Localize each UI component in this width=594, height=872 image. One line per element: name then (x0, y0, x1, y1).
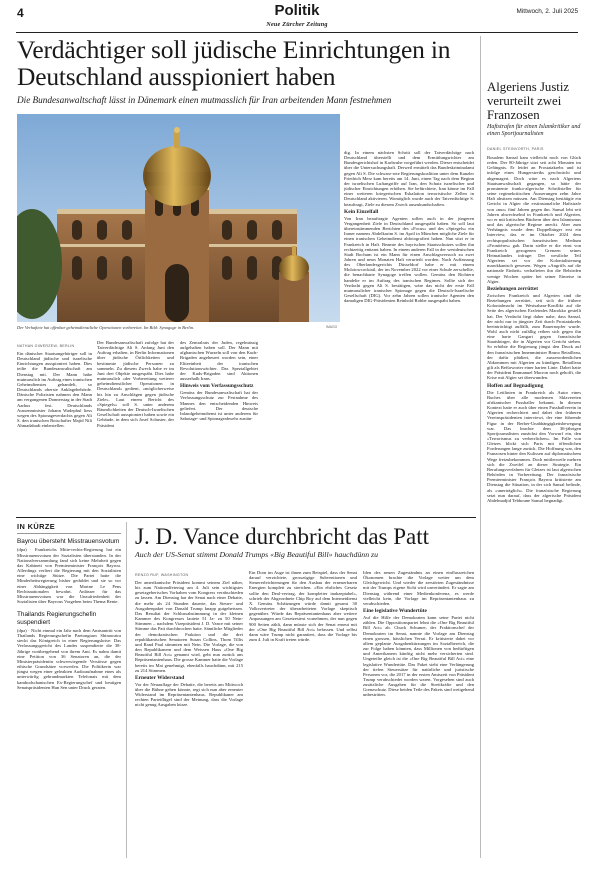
second-paragraph-3: Ein Dorn im Auge ist ihnen zum Beispiel, dass der Senat darauf verzichtete, grosszügige Subventionen und Steuererleichterungen für den Ausbau der erneuerbaren Energien komplett zu streichen. «Ein ehrliches Gesetz sollte den Deal-vertrag, der kompletter inakzeptabel», schrieb der Abgeordnete Chip Roy auf dem Internetdienst X. Gemäss Schätzungen würde damit gesamt 30 Volksvertreter der überarbeiteten Vorlage skeptisch gegenüber. Würde das Repräsentantenhaus aber weitere Anpassungen am Gesetzestext vornehmen, der nun gegen 900 Seiten zählt, dann müsste sich der Senat erneut mit der «One Big Beautiful Bill Act» befassen. Und selbst dann wäre Trump nicht garantiert, dass die Vorlage bis zum 4. Juli in Kraft treten würde. (249, 570, 357, 643)
lead-column-2 (97, 340, 174, 511)
lower-section-rule (16, 517, 476, 518)
briefs-rule (17, 533, 121, 534)
lead-subheading-1: Hinweis vom Verfassungsschutz (180, 383, 254, 390)
second-column-3 (363, 570, 474, 860)
second-column-2 (249, 570, 357, 860)
synagogue-photo (17, 114, 340, 322)
side-headline: Algeriens Justiz verurteilt zwei Franzosen (487, 80, 570, 122)
synagogue-illustration (17, 114, 340, 322)
lead-subheading-2: Kein Einzelfall (344, 208, 379, 215)
side-paragraph-1: Boualem Sansal kam vielleicht noch von Glück reden. Der 80-Jährige sitzt seit acht Monaten im Gefängnis. Er leidet an Prostatakrebs und ist infolge eines Hungerstreiks geschwächt und abgemagert. Doch wäre es nach Algeriens Staatsanwaltschaft gegangen, so hätte der prominente franko-algerische Schriftsteller für seine regimekritischen Äusserungen zehn Jahre Haft absitzen müssen. Am Dienstag bestätigte ein Gericht in Algier die erstinstanzliche Haftstrafe von «nur» fünf Jahren gegen ihn. Sansal lebt seit Jahren abwechselnd in Frankreich und Algerien, wo er mit kritischen Büchern über den Islamismus und das algerische Regime aneckt. Aber zum Verhängnis wurde dem Doppelbürger erst ein Interview, das er im Oktober 2024 dem rechtspopulistischen französischen Medium «Frontières» gab. Darin stellte er die einst von Frankreich gezogenen Grenzen seines Heimatlandes infrage: Der westliche Teil Algeriens sei vor der Kolonialisierung marokkanisch gewesen. Wegen «Angriffs auf die nationale Einheit» verhafteten ihn die Behörden wenige Wochen später bei seiner Einreise in Algier. (487, 155, 581, 284)
lead-paragraph-1: Ein dänischer Staatsangehöriger soll in Deutschland jüdische und israelische Einrichtungen ausspioniert haben. Dies teilte die Bundesanwaltschaft am Dienstag mit. Der Mann habe mutmasslich im Auftrag eines iranischen Geheimdienstes gehandelt, so Deutschlands oberste Anklagebehörde. Dänische Polizisten nahmen den Mann am vergangenen Donnerstag in der Stadt Aarhus fest. Deutschlands Aussenminister Johann Wadephul liess wegen des Spionageverdachts gegen Ali S. den iranischen Botschafter Majid Nili Ahmadabadi einbestellen. (17, 351, 92, 429)
briefs-column (17, 538, 121, 858)
header-rule (16, 32, 578, 33)
section-title: Politik (274, 2, 320, 19)
masthead-logo: Neue Zürcher Zeitung (266, 21, 328, 28)
issue-date: Mittwoch, 2. Juli 2025 (516, 8, 578, 15)
photo-caption: Der Verhaftete hat offenbar geheimdienstliche Operationen vorbereitet. Im Bild: Synagoge in Berlin. (17, 325, 195, 330)
side-subheading-2: Hoffen auf Begnadigung (487, 382, 544, 389)
side-column (487, 155, 581, 860)
brief-title-1: Bayrou übersteht Misstrauensvotum (17, 538, 120, 545)
second-headline: J. D. Vance durchbricht das Patt (135, 524, 430, 549)
photo-credit: IMAGO (326, 325, 338, 329)
lead-paragraph-6: Von Iran beauftragte Agenten sollen auch in der jüngeren Vergangenheit Ziele in Deutschland ausgespäht haben. So soll laut übereinstimmenden Berichten des «Focus» und des «Spiegels» ein Iraner namens Abdelkarim S. im April in München mögliche Ziele für einen iranischen Geheimdienst abfotografiert haben. Nun sitzt er in Frankreich in Haft. Beamte des bayrischen Staatsschutzes sollen ihn rechtzeitig enttarnt haben. In einem anderen Fall in der westdeutschen Stadt Bochum ist ein Mann für einen Anschlagsversuch zu zwei Jahren und neun Monaten Haft verurteilt worden. Nach Auffassung des Oberlandesgerichts Düsseldorf habe er mit einem Molotowcocktail, der im November 2022 vor einer Schule zerschellte, die benachbarte Synagoge treffen wollen. Gemäss den Richtern handelte er im Auftrag des iranischen Regimes. Sollte sich der Verdacht gegen Ali S. bestätigen, wäre das nicht der erste Fall mutmasslicher iranischer Spionage gegen die Deutsch-Israelische Gesellschaft (DIG). Vor zehn Jahren sollen iranische Agenten den damaligen DIG-Präsidenten Reinhold Robbe ausgespäht haben. (344, 215, 474, 304)
lead-paragraph-5: dig. In einem nächsten Schritt soll der Tatverdächtige nach Deutschland überstellt und dem Ermittlungsrichter am Bundesgerichtshof in Karlsruhe vorgeführt werden. Dieser entscheidet über die Untersuchungshaft. Derweil ermittelt das Bundeskriminalamt gegen Ali S. Die schwarz-rote Regierungskoalition unter dem Kanzler Friedrich Merz kam bereits am 14. Juni, einen Tag nach dem Beginn der israelischen Luftangriffe auf Iran, den Schutz israelischer und jüdischer Einrichtungen erhöhen. Sie befürchtete, Iran könne im Fall einer weiteren kriegerischen Eskalation terroristische Zellen in Deutschland aktivieren. Womöglich wurde auch der Tatverdächtige S. beauftragt, Ziele zu diesem Zweck auszukundschaften. (344, 150, 474, 207)
side-subheading-1: Beziehungen zerrüttet (487, 285, 539, 292)
lead-deck: Die Bundesanwaltschaft lässt in Dänemark einen mutmasslich für Iran arbeitenden Mann festnehmen (17, 95, 392, 105)
second-deck: Auch der US-Senat stimmt Donald Trumps «Big Beautiful Bill» hauchdünn zu (135, 550, 378, 559)
lead-author: NATHAN GIWERZEW, BERLIN (17, 344, 75, 348)
second-paragraph-5: Auf die Hilfe der Demokraten kann seine Partei nicht zählen. Die Oppositionspartei lehnt die «One Big Beautiful Bill Act» ab. Chuck Schumer, der Fraktionschef der Demokraten im Senat, nannte die Vorlage am Dienstag einen grossen, hässlichen Verrat. Er kritisierte dabei vor allem geplante Ausgabenkürzungen im Sozialbereich, die zur Folge haben könnten, dass Millionen von bedürftigen und Amerikanern künftig nicht mehr versicherten sind. Ungeteilte gleich ist die «One Big Beautiful Bill Act» eine legislative Wundertüte. Das Paket sieht eine Verlängerung der tiefen Steuersätze für natürliche und juristische Personen vor, die 2017 in der ersten Amtszeit von Präsident Trump verabschiedet worden waren. Vorgesehen sind auch zusätzliche Ausgaben für die Streitkräfte und den Grenzschutz. Diese beiden Teile des Pakets sind weitgehend unbestritten. (363, 615, 474, 698)
side-paragraph-2: Zwischen Frankreich und Algerien sind die Beziehungen zerrüttet, seit sich die frühere Kolonialmacht im Westsahara-Konflikt auf die Seite des algerischen Erzfeindes Marokko gestellt hat. Der Verdacht liegt daher nahe, dass Sansal, der nicht nur in jüngster Zeit durch Prostatakrebs beeinträchtigt auffällt, zum Bauernopfer wurde. Wohl auch nicht zufällig reihen sich gegen ihn eine harte Gangart gegen französische Staatsbürger, die in Algerien vor Gericht stehen. So erhöhte die Regierung jüngst den Druck auf den französischen Innenminister Bruno Retailleau, der dafür plädiert, die ausserordentlichen Abkommen mit Algerien zu kündigen. Retailleau gilt als Befürworter einer harten Linie. Dabei hatte der Präsident Emmanuel Macron noch gehofft, die Krise mit Algier sei überwunden. (487, 292, 581, 381)
page-number: 4 (17, 6, 24, 20)
brief-text-1: (dpa) · Frankreichs Mitte-rechts-Regierung hat ein Misstrauensvotum der Sozialisten überstanden. In der Nationalversammlung fand sich keine Mehrheit gegen das Kabinett von Premierminister François Bayrou. Allerdings verliert die Regierung mit den Sozialisten eine wichtige Stütze. Die Partei hatte die Minderheitsregierung bisher geduldet und sie so vor einer Abhängigkeit von Marine Le Pens Rechtsnationalen bewahrt. Anlässer für das Misstrauensvotum war die Unzufriedenheit der Sozialisten über Bayrous Vorgehen beim Thema Rente. (17, 547, 121, 604)
brief-text-2: (dpa) · Nicht einmal ein Jahr nach dem Amtsantritt von Thailands Regierungschefin Paetongtarn Shinawatra steckt das Königreich in einer Regierungskrise: Das Verfassungsgericht des Landes suspendierte die 38-Jährige vorübergehend von ihrem Amt. Es nahm damit eine Petition von 36 Senatoren an, die der Ministerpräsidentin schwerwiegende Verstösse gegen ethische Grundsätze vorwerfen. Die Politikerin war jüngst wegen einer geleakten Audioaufnahme eines als unterwürfig gebrandmarkten Telefonats mit dem kambodschanischen Ex-Regierungschef und heutigen Senatspräsidenten Hun Sen unter Druck geraten. (17, 627, 121, 690)
lead-paragraph-3: des Zentralrats der Juden, regelmässig aufgehalten haben soll. Der Mann mit afghanischen Wurzeln soll von den Kuds-Brigaden angeheuert worden sein, einer Eliteeinheit der iranischen Revolutionswächter. Das Speziallgebiet der Kuds-Brigaden sind Aktionen ausserhalb Irans. (180, 340, 258, 382)
briefs-label: IN KÜRZE (17, 522, 56, 531)
second-column-1 (135, 580, 243, 860)
brief-title-2: Thailands Regierungschefin suspendiert (17, 611, 97, 626)
side-column-rule (480, 36, 481, 858)
briefs-divider (126, 522, 127, 858)
side-paragraph-3: Die Leitlinien in Frankreich als Autor eines Buches über alle modernen Sklavereien afrikanischer Fussballer bekannt. In diesem Kontext hatte er auch über einen Fussballverein in Algerien recherchiert und dabei den früheren Vereinspräsidenten interviewt, der eine führende Figur in der Berber-Unabhängigkeitsbewegung war. Das brachte dem 36-jährigen Sportjournalisten zunächst den Vorwurf ein, den «Terrorismus zu verherrlichen». Im Falle von Gleizes blickt sich Paris mit öffentlichen Forderungen lange zurück. Die Hoffnung war, den Franzosen hinter den Kulissen auf diplomatischem Wege freizubekommen. Doch mittlerweile mehren sich die Zweifel an dieser Strategie. Ein Berufungsverfahren für Gleizes ist laut algerischen Behörden in Vorbereitung. Der französische Premierminister François Bayrou kritisierte am Dienstag die Situation, in der sich Sansal befinde, als «unerträglich». Die französische Regierung setzt nun darauf, dass der algerische Präsident Abdelmadjid Tebboune Sansal begnadigt. (487, 389, 581, 503)
second-paragraph-2: Vor der Neuauflage der Debatte, die bereits am Mittwoch über die Bühne gehen könnte, regt sich nun aber erneuter Widerstand im Repräsentantenhaus. Republikaner am rechten Parteiflügel sind der Meinung, dass die Vorlage nicht genug Ausgaben kürze. (135, 681, 243, 708)
second-subheading-2: Eine legislative Wundertüte (363, 608, 427, 615)
lead-paragraph-2: Der Bundesanwaltschaft zufolge hat der Tatverdächtige Ali S. Anfang Juni den Auftrag erhalten, in Berlin Informationen über jüdische Örtlichkeiten und bestimmte jüdische Personen zu sammeln. Zu diesem Zweck habe er im Juni drei Objekte ausgespäht. Dies habe mutmasslich «der Vorbereitung weiterer geheimdienstlicher Operationen in Deutschland» gedient, «möglicherweise bis hin zu Anschlägen gegen jüdische Ziele». Laut einem Bericht des «Spiegels» soll S. unter anderem Räumlichkeiten der Deutsch-Israelischen Gesellschaft ausspioniert haben sowie ein Gebäude, in dem sich Josef Schuster, der Präsident (97, 340, 174, 428)
second-author: RENZO RUF, WASHINGTON (135, 573, 189, 577)
lead-column-1 (17, 351, 92, 511)
lead-headline: Verdächtiger soll jüdische Einrichtungen in Deutschland ausspioniert haben (17, 35, 451, 91)
second-paragraph-4: Iden des neuen Zugeständnis an einen einflussreichen Ökonomen brachte die Vorlage weiter um dem Gleichgewicht. Und wieder die zerstörten Zugeständnisse mit der Trumps eigene Sicht wird unverändert. Er sagte am Dienstag während einer Medienkonferenz, es werde vielleicht kein, die Vorlage im Repräsentantenhaus zu verabschieden. (363, 570, 474, 606)
lead-column-3 (180, 340, 258, 511)
second-subheading-1: Erneuter Widerstand (135, 674, 185, 681)
side-author: DANIEL STEINVORTH, PARIS (487, 147, 544, 151)
lead-paragraph-4: Gemäss der Bundesanwaltschaft hat der Verfassungsschutz zur Festnahme des Mannes den entscheidenden Hinweis geliefert. Der deutsche Inlandgeheimdienst ist unter anderem für Sabotage- und Spionageabwehr zustän- (180, 390, 258, 422)
side-deck: Haftstrafen für einen Islamkritiker und einen Sportjournalisten (487, 124, 581, 138)
second-paragraph-1: Der amerikanische Präsident kommt seinem Ziel näher, bis zum Nationalfeiertag am 4. Juli sein wichtigstes gesetzgeberisches Vorhaben vom Kongress verabschieden zu lassen. Am Dienstag hat der Senat nach einer Debatte, die mehr als 24 Stunden dauerte, das Steuer- und Ausgabenpaket von Donald Trump knapp gutgeheissen. Das Resultat der Schlussabstimmung in der kleinen Kammer des Kongresses lautete 51 Ja- zu 50 Nein-Stimmen – nachdem Vizepräsident J. D. Vance mit seiner Stimme das Patt durchbrochen hatte. Sämtliche Mitglieder der demokratischen Fraktion und die drei republikanischen Senatoren Susan Collins, Thom Tillis und Rand Paul stimmten mit Nein. Die Vorlage, die von den Republikanern und dem Weissen Haus «One Big Beautiful Bill Act» genannt wird, geht nun zurück ans Repräsentantenhaus. Die grosse Kammer hatte die Vorlage bereits im Mai genehmigt, ebenfalls hauchdünn, mit 215 zu 214 Stimmen. (135, 580, 243, 673)
lead-column-4 (344, 150, 474, 511)
